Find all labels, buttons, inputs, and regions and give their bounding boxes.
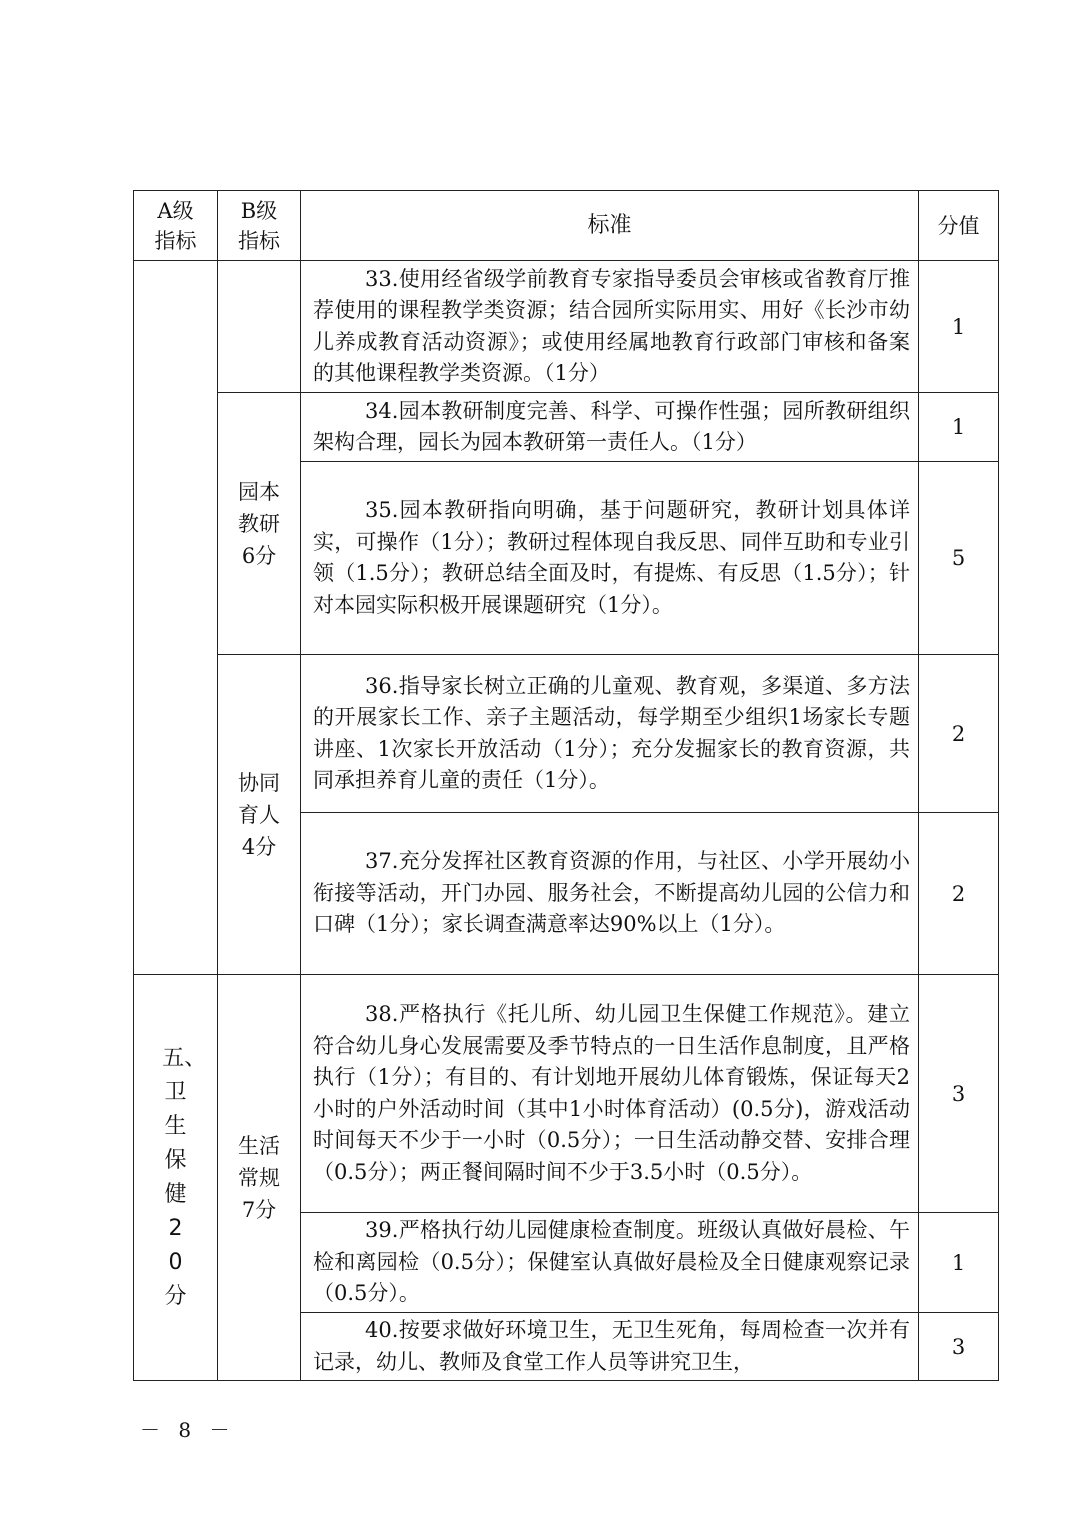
score-cell: 5 [919,462,999,655]
standard-cell: 37.充分发挥社区教育资源的作用，与社区、小学开展幼小衔接等活动，开门办园、服务社会，不断提高幼儿园的公信力和口碑（1分）；家长调查满意率达90%以上（1分）。 [301,813,919,975]
evaluation-table [133,190,999,1381]
header-b-level: B级指标 [218,191,301,261]
score-cell: 2 [919,655,999,813]
score-cell: 3 [919,975,999,1213]
score-cell: 1 [919,261,999,393]
header-a-level: A级指标 [134,191,218,261]
score-cell: 1 [919,1213,999,1313]
standard-cell: 35.园本教研指向明确，基于问题研究，教研计划具体详实，可操作（1分）；教研过程体现自我反思、同伴互助和专业引领（1.5分）；教研总结全面及时，有提炼、有反思（1.5分）；针对本园实际积极开展课题研究（1分）。 [301,462,919,655]
page-number: － 8 － [140,1418,236,1442]
header-standard: 标准 [301,191,919,261]
table-row [134,655,999,813]
standard-cell: 36.指导家长树立正确的儿童观、教育观，多渠道、多方法的开展家长工作、亲子主题活动，每学期至少组织1场家长专题讲座、1次家长开放活动（1分）；充分发掘家长的教育资源，共同承担养育儿童的责任（1分）。 [301,655,919,813]
score-cell: 3 [919,1313,999,1381]
table-row [134,393,999,462]
b-level-cell [218,261,301,393]
a-level-cell [134,261,218,975]
standard-cell: 39.严格执行幼儿园健康检查制度。班级认真做好晨检、午检和离园检（0.5分）；保健室认真做好晨检及全日健康观察记录（0.5分）。 [301,1213,919,1313]
table-row [134,261,999,393]
b-level-cell: 园本教研6分 [218,393,301,655]
a-level-cell: 五、卫生保健20分 [134,975,218,1381]
standard-cell: 40.按要求做好环境卫生，无卫生死角，每周检查一次并有记录，幼儿、教师及食堂工作人员等讲究卫生， [301,1313,919,1381]
score-cell: 1 [919,393,999,462]
header-score: 分值 [919,191,999,261]
table-header-row [134,191,999,261]
b-level-cell: 协同育人4分 [218,655,301,975]
table-row [134,975,999,1213]
standard-cell: 34.园本教研制度完善、科学、可操作性强；园所教研组织架构合理，园长为园本教研第一责任人。（1分） [301,393,919,462]
b-level-cell: 生活常规7分 [218,975,301,1381]
standard-cell: 38.严格执行《托儿所、幼儿园卫生保健工作规范》。建立符合幼儿身心发展需要及季节特点的一日生活作息制度，且严格执行（1分）；有目的、有计划地开展幼儿体育锻炼，保证每天2小时的户外活动时间（其中1小时体育活动）(0.5分)，游戏活动时间每天不少于一小时（0.5分）；一日生活动静交替、安排合理（0.5分）；两正餐间隔时间不少于3.5小时（0.5分）。 [301,975,919,1213]
standard-cell: 33.使用经省级学前教育专家指导委员会审核或省教育厅推荐使用的课程教学类资源；结合园所实际用实、用好《长沙市幼儿养成教育活动资源》；或使用经属地教育行政部门审核和备案的其他课程教学类资源。（1分） [301,261,919,393]
score-cell: 2 [919,813,999,975]
